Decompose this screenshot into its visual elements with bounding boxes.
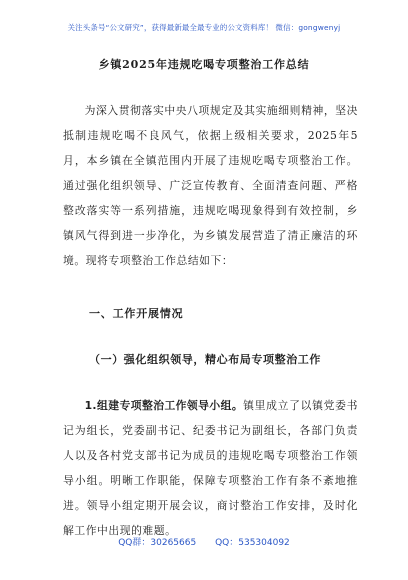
item-1-text: 镇里成立了以镇党委书记为组长，党委副书记、纪委书记为副组长，各部门负责人以及各村党支部书记为成员的违规吃喝专项整治工作领导小组。明晰工作职能，保障专项整治工作有条不紊地推进。领导小组定期开展会议，商讨整治工作安排，及时化解工作中出现的难题。 bbox=[63, 399, 358, 537]
header-banner[interactable]: 关注头条号“公文研究”，获得最新最全最专业的公文资料库！ 微信：gongwenyj bbox=[67, 23, 341, 32]
item-1-paragraph bbox=[63, 393, 358, 543]
item-1-lead: 1.组建专项整治工作领导小组。 bbox=[84, 399, 244, 412]
section-heading-1: 一、工作开展情况 bbox=[89, 307, 184, 320]
footer-contact bbox=[0, 535, 408, 548]
subsection-heading-1: （一）强化组织领导，精心布局专项整治工作 bbox=[89, 353, 321, 366]
footer-qq-group: QQ群：30265665 bbox=[118, 538, 197, 548]
document-title: 乡镇2025年违规吃喝专项整治工作总结 bbox=[98, 58, 310, 71]
intro-paragraph: 为深入贯彻落实中央八项规定及其实施细则精神，坚决抵制违规吃喝不良风气，依据上级相关要求，2025年5月，本乡镇在全镇范围内开展了违规吃喝专项整治工作。通过强化组织领导、广泛宣传教育、全面清查问题、严格整改落实等一系列措施，违规吃喝现象得到有效控制，乡镇风气得到进一步净化，为乡镇发展营造了清正廉洁的环境。现将专项整治工作总结如下： bbox=[63, 104, 358, 267]
footer-qq: QQ：535304092 bbox=[215, 538, 290, 548]
